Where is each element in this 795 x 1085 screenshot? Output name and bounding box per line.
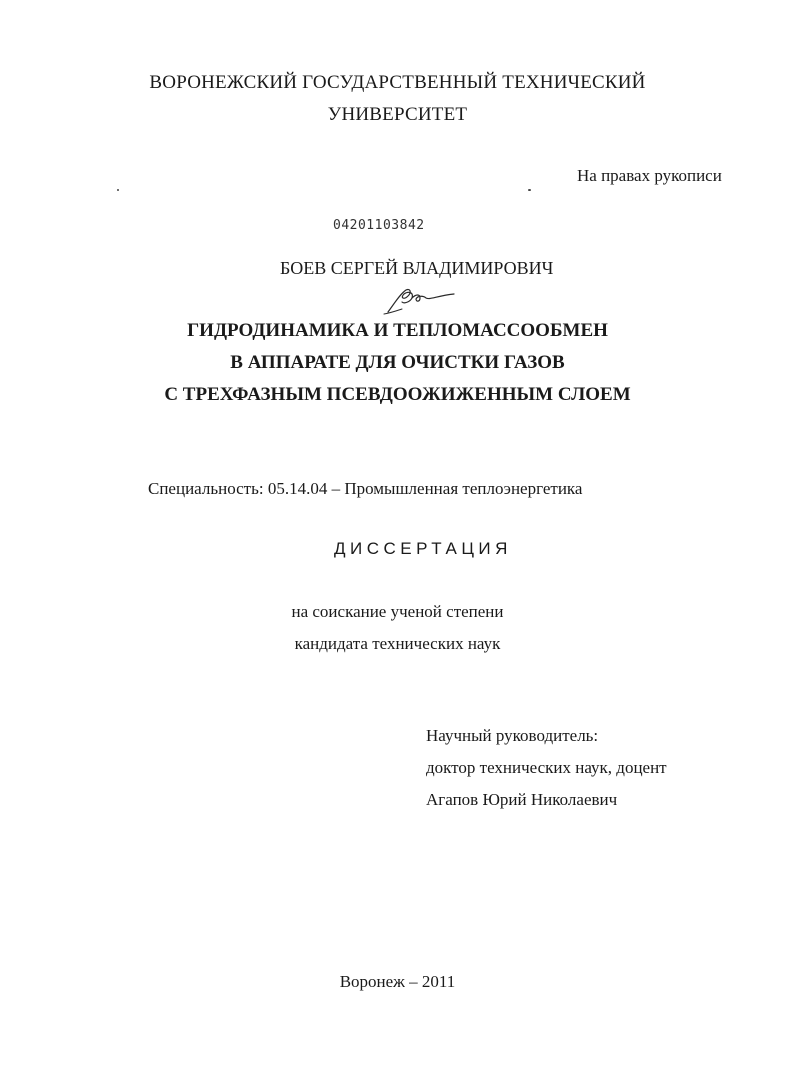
degree-line2: кандидата технических наук — [294, 634, 501, 653]
dissertation-title-line1: ГИДРОДИНАМИКА И ТЕПЛОМАССООБМЕН — [187, 320, 608, 341]
institution-name-line2: УНИВЕРСИТЕТ — [327, 104, 468, 125]
supervisor-name: Агапов Юрий Николаевич — [426, 790, 618, 809]
supervisor-label: Научный руководитель: — [426, 726, 599, 745]
dissertation-title-line3: С ТРЕХФАЗНЫМ ПСЕВДООЖИЖЕННЫМ СЛОЕМ — [164, 384, 631, 405]
scan-speck — [528, 189, 531, 191]
dissertation-title-line2: В АППАРАТЕ ДЛЯ ОЧИСТКИ ГАЗОВ — [230, 352, 565, 373]
specialty: Специальность: 05.14.04 – Промышленная теплоэнергетика — [148, 479, 583, 498]
archive-code: 04201103842 — [333, 218, 425, 233]
place-year: Воронеж – 2011 — [339, 972, 456, 991]
document-type: ДИССЕРТАЦИЯ — [334, 539, 512, 558]
author-name: БОЕВ СЕРГЕЙ ВЛАДИМИРОВИЧ — [280, 258, 554, 278]
manuscript-note: На правах рукописи — [577, 166, 722, 185]
degree-line1: на соискание ученой степени — [291, 602, 504, 621]
scan-speck — [117, 189, 119, 191]
supervisor-rank: доктор технических наук, доцент — [426, 758, 667, 777]
handwritten-signature — [380, 282, 460, 318]
institution-name-line1: ВОРОНЕЖСКИЙ ГОСУДАРСТВЕННЫЙ ТЕХНИЧЕСКИЙ — [149, 72, 646, 93]
